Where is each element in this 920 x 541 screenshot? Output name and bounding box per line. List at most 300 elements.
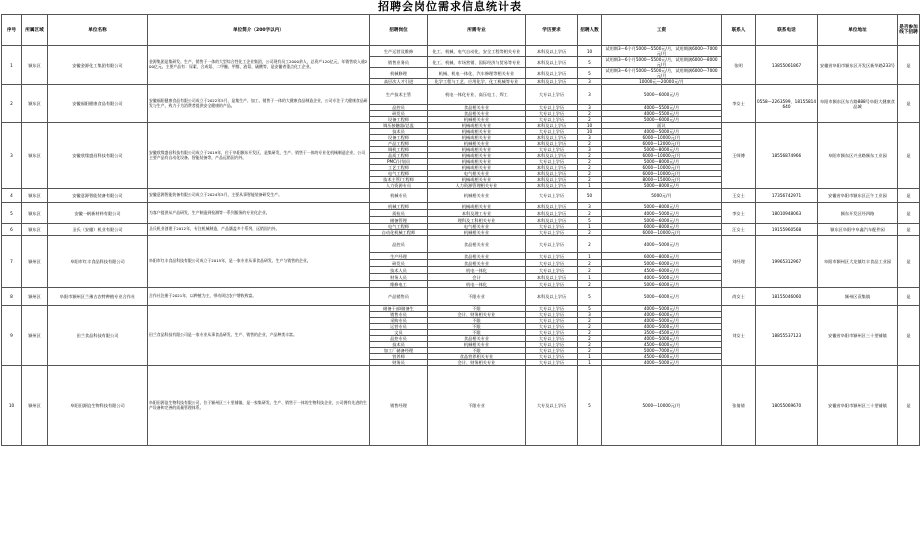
job-wage: 6000—8000元/月 <box>602 253 722 260</box>
sheet-title: 招聘会岗位需求信息统计表 <box>378 0 522 13</box>
offline-flag: 是 <box>898 203 920 224</box>
contact-phone: 0558—2263599、18155814640 <box>756 85 818 123</box>
job-education: 本科及以上学历 <box>526 203 578 210</box>
job-headcount: 2 <box>578 236 602 253</box>
job-major: 机电一体化 <box>428 281 526 288</box>
job-headcount: 5 <box>578 366 602 446</box>
contact-person: 张倩倩 <box>722 366 756 446</box>
company-name: 安徽金源化工集团有限公司 <box>48 46 148 85</box>
job-position: 生产运营及维修 <box>370 46 428 57</box>
job-education: 大专以上学历 <box>526 224 578 230</box>
job-headcount: 5 <box>578 306 602 312</box>
contact-person: 尚女士 <box>722 288 756 306</box>
job-education: 大专以上学历 <box>526 189 578 203</box>
job-headcount: 2 <box>578 330 602 336</box>
job-headcount: 5 <box>578 217 602 224</box>
job-major: 会计、财务相关专业 <box>428 360 526 366</box>
company-address: 阜阳市颍州区大龙镇红丰食品工业园 <box>818 236 898 288</box>
job-wage: 5000—6000元/月 <box>602 260 722 267</box>
offline-flag: 是 <box>898 46 920 85</box>
job-education: 本科及以上学历 <box>526 68 578 79</box>
contact-phone: 18010948063 <box>756 203 818 224</box>
job-table <box>1 14 920 446</box>
job-headcount: 10 <box>578 123 602 129</box>
job-headcount: 50 <box>578 189 602 203</box>
job-major: 化工、机械、电气自动化、安全工程等相关专业 <box>428 46 526 57</box>
job-position: 研发员 <box>370 260 428 267</box>
job-education: 大专以上学历 <box>526 354 578 360</box>
job-major: 机械或相关专业 <box>428 165 526 171</box>
job-major: 机械相关专业 <box>428 189 526 203</box>
job-position: 研发员 <box>370 111 428 117</box>
table-row <box>2 366 920 446</box>
company-intro: 阜阳田源谊生物科技有限公司，位于颍州区三十里铺镇，是一家集研发、生产、销售于一体的生物科技企业，公司拥有先进的生产设备和完善的质量管理体系。 <box>148 366 370 446</box>
job-major: 机电一体化专业、高压电工、焊工 <box>428 85 526 105</box>
job-wage: 5000—8000元/月 <box>602 159 722 165</box>
company-intro: 田兰食品科技有限公司是一家专业从事食品研发、生产、销售的企业，产品种类丰富。 <box>148 306 370 366</box>
company-address: 阜阳市颍东区东方路888号阜阳大健康食品城 <box>818 85 898 123</box>
job-headcount: 3 <box>578 147 602 153</box>
table-row <box>2 288 920 306</box>
region-cell: 颍东区 <box>22 46 48 85</box>
job-wage: 5000—6000元/月 <box>602 281 722 288</box>
job-wage: 4000—5000元/月 <box>602 210 722 217</box>
company-address: 安徽省阜阳市颍东区正午工业园 <box>818 189 898 203</box>
row-number: 7 <box>2 236 22 288</box>
company-intro: 阜阳市红丰食品科技有限公司成立于2015年，是一家专业从事食品研发、生产与销售的企业。 <box>148 236 370 288</box>
region-cell: 颍东区 <box>22 203 48 224</box>
region-cell: 颍东区 <box>22 123 48 189</box>
job-wage: 试用期3—6个月5000—5500元/月，试用期满6000—7000元/月 <box>602 46 722 57</box>
job-headcount: 1 <box>578 274 602 281</box>
job-wage: 4000—5000元/月 <box>602 336 722 342</box>
row-number: 6 <box>2 224 22 236</box>
job-wage: 4000—5500元/月 <box>602 111 722 117</box>
job-wage: 8000—15000元/月 <box>602 177 722 183</box>
job-major: 机械或相关专业 <box>428 153 526 159</box>
row-number: 2 <box>2 85 22 123</box>
row-number: 9 <box>2 306 22 366</box>
job-position: 电气工程师 <box>370 224 428 230</box>
job-wage: 4000—5000元/月 <box>602 324 722 330</box>
job-education: 大专以上学历 <box>526 159 578 165</box>
job-headcount: 3 <box>578 85 602 105</box>
job-wage: 5000—6000元/月 <box>602 117 722 123</box>
job-education: 大专以上学历 <box>526 318 578 324</box>
contact-phone: 19965312967 <box>756 236 818 288</box>
job-major: 人力资源管理相关专业 <box>428 183 526 189</box>
job-major: 不限 <box>428 324 526 330</box>
region-cell: 颍州区 <box>22 306 48 366</box>
job-headcount: 1 <box>578 354 602 360</box>
job-position: 储备管理 <box>370 217 428 224</box>
job-wage: 4000—5000元/月 <box>602 129 722 135</box>
job-major: 机械或相关专业 <box>428 203 526 210</box>
job-headcount: 2 <box>578 141 602 147</box>
company-name: 阜阳田源谊生物科技有限公司 <box>48 366 148 446</box>
job-major: 食品相关专业 <box>428 105 526 111</box>
job-position: 机械专员 <box>370 189 428 203</box>
offline-flag: 是 <box>898 123 920 189</box>
job-education: 本科及以上学历 <box>526 141 578 147</box>
contact-phone: 18055069670 <box>756 366 818 446</box>
contact-phone: 13855061867 <box>756 46 818 85</box>
job-education: 大专以上学历 <box>526 253 578 260</box>
job-wage: 5000—8000元/月 <box>602 147 722 153</box>
job-position: 品控专员 <box>370 336 428 342</box>
job-headcount: 3 <box>578 135 602 141</box>
job-major: 本科及理工专业 <box>428 210 526 217</box>
job-education: 本科及以上学历 <box>526 57 578 68</box>
job-education: 大专以上学历 <box>526 336 578 342</box>
offline-flag: 是 <box>898 189 920 203</box>
job-position: 设备工程师 <box>370 117 428 123</box>
job-position: 运营专员 <box>370 324 428 330</box>
header-cell: 联系人 <box>722 15 756 46</box>
header-cell: 单位地址 <box>818 15 898 46</box>
company-name: 田兰食品科技有限公司 <box>48 306 148 366</box>
job-wage: 4000—5000元/月 <box>602 360 722 366</box>
job-major: 食品相关专业 <box>428 336 526 342</box>
job-wage: 10000元—20000元/月 <box>602 79 722 85</box>
job-wage: 6000—10000元/月 <box>602 171 722 177</box>
row-number: 4 <box>2 189 22 203</box>
row-number: 5 <box>2 203 22 224</box>
table-row <box>2 189 920 203</box>
job-headcount: 1 <box>578 253 602 260</box>
job-position: 人力资源专员 <box>370 183 428 189</box>
table-row <box>2 203 920 210</box>
contact-person: 王师傅 <box>722 123 756 189</box>
job-major: 机械或相关专业 <box>428 177 526 183</box>
job-major: 不限 <box>428 318 526 324</box>
company-name: 阜阳市颍州区兰豫古农特种植专业合作社 <box>48 288 148 306</box>
job-major: 化工、机械、市场营销、国际经济与贸易等专业 <box>428 57 526 68</box>
row-number: 8 <box>2 288 22 306</box>
job-wage: 5000—6000元/月 <box>602 85 722 105</box>
job-major: 食品相关专业 <box>428 260 526 267</box>
job-position: PMC/计划员 <box>370 159 428 165</box>
job-position: 技术员 <box>370 129 428 135</box>
job-major: 食品营养相关专业 <box>428 354 526 360</box>
job-position: 品控员 <box>370 236 428 253</box>
job-headcount: 2 <box>578 267 602 274</box>
job-major: 机械相关专业 <box>428 230 526 236</box>
row-number: 10 <box>2 366 22 446</box>
job-education: 本科及以上学历 <box>526 177 578 183</box>
job-headcount: 2 <box>578 153 602 159</box>
job-position: 维修电工 <box>370 281 428 288</box>
contact-phone: 18855537123 <box>756 306 818 366</box>
row-number: 3 <box>2 123 22 189</box>
job-major: 电气相关专业 <box>428 171 526 177</box>
job-education: 大专以上学历 <box>526 330 578 336</box>
job-headcount: 3 <box>578 312 602 318</box>
job-education: 大专以上学历 <box>526 117 578 123</box>
company-address: 阜阳市颍东区兴业路颍东工业园 <box>818 123 898 189</box>
region-cell: 颍州区 <box>22 288 48 306</box>
job-education: 本科及以上学历 <box>526 123 578 129</box>
job-position: 技术人员 <box>370 267 428 274</box>
job-headcount: 3 <box>578 203 602 210</box>
job-position: 调压接触器/总监 <box>370 123 428 129</box>
company-address: 颍东开发区经四路 <box>818 203 898 224</box>
job-position: 调机工程师 <box>370 147 428 153</box>
job-headcount: 3 <box>578 105 602 111</box>
job-education: 大专以上学历 <box>526 230 578 236</box>
job-wage: 3500—4500元/月 <box>602 330 722 336</box>
job-wage: 6000—8000元/月 <box>602 224 722 230</box>
job-headcount: 2 <box>578 210 602 217</box>
contact-phone: 18155046060 <box>756 288 818 306</box>
job-headcount: 2 <box>578 177 602 183</box>
job-major: 电气相关专业 <box>428 224 526 230</box>
company-address: 颍州区袁集镇 <box>818 288 898 306</box>
company-address: 安徽省阜阳市颍东区开发区新华路233号 <box>818 46 898 85</box>
job-position: 质检员 <box>370 210 428 217</box>
contact-person: 刘女士 <box>722 306 756 366</box>
job-position: 品控员 <box>370 105 428 111</box>
job-major: 机械或相关专业 <box>428 129 526 135</box>
job-position: 营养师 <box>370 354 428 360</box>
job-education: 大专以上学历 <box>526 236 578 253</box>
job-education: 大专以上学历 <box>526 312 578 318</box>
job-position: 机械修理 <box>370 68 428 79</box>
job-headcount: 1 <box>578 360 602 366</box>
job-major: 会计、财务相关专业 <box>428 312 526 318</box>
job-position: 品质工程师 <box>370 153 428 159</box>
header-cell: 联系电话 <box>756 15 818 46</box>
job-education: 本科及以上学历 <box>526 46 578 57</box>
job-education: 大专以上学历 <box>526 306 578 312</box>
header-cell: 单位简介（200字以内） <box>148 15 370 46</box>
job-position: 技术主管/工程师 <box>370 177 428 183</box>
contact-phone: 19155960568 <box>756 224 818 236</box>
job-headcount: 2 <box>578 171 602 177</box>
row-number: 1 <box>2 46 22 85</box>
job-headcount: 10 <box>578 129 602 135</box>
region-cell: 颍东区 <box>22 85 48 123</box>
company-name: 圣氏（安徽）机业有限公司 <box>48 224 148 236</box>
job-position: 生产技术主管 <box>370 85 428 105</box>
job-headcount: 10 <box>578 46 602 57</box>
job-position: 电气工程师 <box>370 171 428 177</box>
job-major: 化学工程与工艺、应用化学、化工机械等专业 <box>428 79 526 85</box>
company-address: 颍东区阜阳中阜鑫汽车配件园 <box>818 224 898 236</box>
table-row <box>2 46 920 57</box>
offline-flag: 是 <box>898 224 920 236</box>
company-name: 安徽欣缘盛昌科技有限公司 <box>48 123 148 189</box>
job-position: 产品工程师 <box>370 141 428 147</box>
job-wage: 试用期3—6个月5000—5500元/月，试用期满6000—8000元/月 <box>602 57 722 68</box>
company-address: 安徽省阜阳市颍州区三十里铺镇 <box>818 306 898 366</box>
job-wage: 4500—6000元/月 <box>602 342 722 348</box>
job-position: 产品销售员 <box>370 288 428 306</box>
job-headcount: 5 <box>578 288 602 306</box>
company-intro: 安徽欣缘盛昌科技有限公司成立于2019年，位于阜阳颍东开发区，是集研发、生产、销售于一体的专业化机械制造企业，公司主要产品有自动化设备、智能装备等，产品远销国内外。 <box>148 123 370 189</box>
job-education: 大专以上学历 <box>526 267 578 274</box>
contact-person: 李女士 <box>722 85 756 123</box>
company-address: 安徽省阜阳市颍州区三十里铺镇 <box>818 366 898 446</box>
header-row <box>2 15 920 46</box>
header-cell: 工资 <box>602 15 722 46</box>
company-intro: 安徽意源智能装备有限公司成立于2024年5月，主要从事智能装备研发生产。 <box>148 189 370 203</box>
job-major: 不限专业 <box>428 288 526 306</box>
job-major: 不限 <box>428 306 526 312</box>
job-major: 会计 <box>428 274 526 281</box>
job-headcount: 2 <box>578 348 602 354</box>
job-wage: 6000—12000元/月 <box>602 141 722 147</box>
company-intro: 安徽福阳健康食品有限公司成立于2022年5月，是集生产、加工、销售于一体的大健康食品制造企业，公司专注于大健康食品研发与生产，致力于为消费者提供安全健康的产品。 <box>148 85 370 123</box>
company-name: 阜阳市红丰食品科技有限公司 <box>48 236 148 288</box>
job-position: 设备工程师 <box>370 135 428 141</box>
job-position: 财务员 <box>370 360 428 366</box>
contact-person: 汪女士 <box>722 224 756 236</box>
job-education: 本科及以上学历 <box>526 79 578 85</box>
company-name: 安徽福阳健康食品有限公司 <box>48 85 148 123</box>
job-major: 机械或相关专业 <box>428 123 526 129</box>
job-wage: 5000—7000元/月 <box>602 348 722 354</box>
job-education: 本科及以上学历 <box>526 274 578 281</box>
contact-phone: 18556874966 <box>756 123 818 189</box>
offline-flag: 是 <box>898 306 920 366</box>
job-wage: 4000—5000元/月 <box>602 236 722 253</box>
job-position: 工艺工程师 <box>370 165 428 171</box>
company-intro: 圣氏机业创建于2012年，专注机械制造，产品涵盖多个系列，远销国内外。 <box>148 224 370 236</box>
header-cell: 序号 <box>2 15 22 46</box>
job-major: 理科及工科相关专业 <box>428 217 526 224</box>
table-body <box>2 46 920 446</box>
job-education: 本科及以上学历 <box>526 288 578 306</box>
job-wage: 4500—6000元/月 <box>602 354 722 360</box>
job-position: 自动化机械工程师 <box>370 230 428 236</box>
header-cell: 是否参加线下招聘 <box>898 15 920 46</box>
offline-flag: 是 <box>898 288 920 306</box>
job-wage: 4000—6000元/月 <box>602 312 722 318</box>
job-wage: 5000—6000元/月 <box>602 217 722 224</box>
job-headcount: 2 <box>578 281 602 288</box>
job-education: 大专及以上学历 <box>526 366 578 446</box>
job-major: 机械相关专业 <box>428 117 526 123</box>
job-wage: 5000—8000元/月 <box>602 183 722 189</box>
job-education: 大专以上学历 <box>526 85 578 105</box>
job-major: 机械相关专业 <box>428 342 526 348</box>
job-wage: 4000—5500元/月 <box>602 105 722 111</box>
job-wage: 4500—6000元/月 <box>602 267 722 274</box>
job-wage: 6000—10000元/月 <box>602 230 722 236</box>
job-education: 大专以上学历 <box>526 111 578 117</box>
job-wage: 6000—10000元/月 <box>602 153 722 159</box>
job-position: 采购专员 <box>370 318 428 324</box>
job-education: 大专以上学历 <box>526 342 578 348</box>
offline-flag: 是 <box>898 85 920 123</box>
job-position: 技术员 <box>370 342 428 348</box>
job-position: 财务人员 <box>370 274 428 281</box>
contact-person: 王女士 <box>722 189 756 203</box>
header-cell: 所需专业 <box>428 15 526 46</box>
job-headcount: 2 <box>578 159 602 165</box>
job-wage: 试用期3—6个月5000—5500元/月，试用期满6000—7000元/月 <box>602 68 722 79</box>
table-row <box>2 236 920 253</box>
job-headcount: 2 <box>578 324 602 330</box>
job-position: 机械工程师 <box>370 203 428 210</box>
job-wage: 6000—10000元/月 <box>602 165 722 171</box>
job-education: 大专以上学历 <box>526 360 578 366</box>
job-major: 机械相关专业 <box>428 141 526 147</box>
job-major: 机械或相关专业 <box>428 147 526 153</box>
table-row <box>2 85 920 105</box>
job-education: 大专以上学历 <box>526 281 578 288</box>
job-headcount: 2 <box>578 230 602 236</box>
job-education: 本科及以上学历 <box>526 171 578 177</box>
job-education: 本科及以上学历 <box>526 165 578 171</box>
job-major: 机械或相关专业 <box>428 135 526 141</box>
job-headcount: 2 <box>578 342 602 348</box>
header-cell: 学历要求 <box>526 15 578 46</box>
job-headcount: 5 <box>578 57 602 68</box>
job-major: 机电一体化 <box>428 267 526 274</box>
job-wage: 5000—10000元/月 <box>602 366 722 446</box>
region-cell: 颍东区 <box>22 224 48 236</box>
job-wage: 4000—5000元/月 <box>602 318 722 324</box>
job-position: 储备干部/储备生 <box>370 306 428 312</box>
job-education: 大专以上学历 <box>526 147 578 153</box>
job-major: 机械、机电一体化、汽车修理等相关专业 <box>428 68 526 79</box>
job-education: 大专以上学历 <box>526 324 578 330</box>
job-wage: 5000—8000元/月 <box>602 203 722 210</box>
offline-flag: 是 <box>898 366 920 446</box>
contact-person: 刘经理 <box>722 236 756 288</box>
company-name: 安徽意源智能装备有限公司 <box>48 189 148 203</box>
job-position: 销售专员 <box>370 312 428 318</box>
job-position: 高层次人才引进 <box>370 79 428 85</box>
job-education: 大专以上学历 <box>526 129 578 135</box>
job-education: 本科及以上学历 <box>526 153 578 159</box>
job-headcount: 2 <box>578 318 602 324</box>
company-intro: 合作社注册于2021年，以种植为主，带动周边农户增收致富。 <box>148 288 370 306</box>
job-education: 本科及以上学历 <box>526 210 578 217</box>
job-wage: 4000—5000元/月 <box>602 306 722 312</box>
header-cell: 招聘岗位 <box>370 15 428 46</box>
job-headcount: 1 <box>578 183 602 189</box>
job-headcount: 5 <box>578 68 602 79</box>
job-headcount: 2 <box>578 336 602 342</box>
header-cell: 所属区域 <box>22 15 48 46</box>
contact-person: 张明 <box>722 46 756 85</box>
job-position: 销售业务员 <box>370 57 428 68</box>
job-wage: 6000—10000元/月 <box>602 135 722 141</box>
job-position: 文员 <box>370 330 428 336</box>
job-position: 加工厂储备经理 <box>370 348 428 354</box>
region-cell: 颍州区 <box>22 236 48 288</box>
job-headcount: 2 <box>578 165 602 171</box>
job-major: 不限专业 <box>428 366 526 446</box>
job-position: 销售经理 <box>370 366 428 446</box>
job-headcount: 1 <box>578 224 602 230</box>
region-cell: 颍州区 <box>22 366 48 446</box>
job-education: 本科及以上学历 <box>526 135 578 141</box>
job-major: 食品相关专业 <box>428 236 526 253</box>
contact-phone: 17356742971 <box>756 189 818 203</box>
job-headcount: 2 <box>578 111 602 117</box>
header-cell: 招聘人数 <box>578 15 602 46</box>
job-education: 大专以上学历 <box>526 260 578 267</box>
job-major: 食品相关专业 <box>428 253 526 260</box>
job-headcount: 3 <box>578 79 602 85</box>
offline-flag: 是 <box>898 236 920 288</box>
job-major: 食品相关专业 <box>428 111 526 117</box>
job-education: 本科及以上学历 <box>526 217 578 224</box>
